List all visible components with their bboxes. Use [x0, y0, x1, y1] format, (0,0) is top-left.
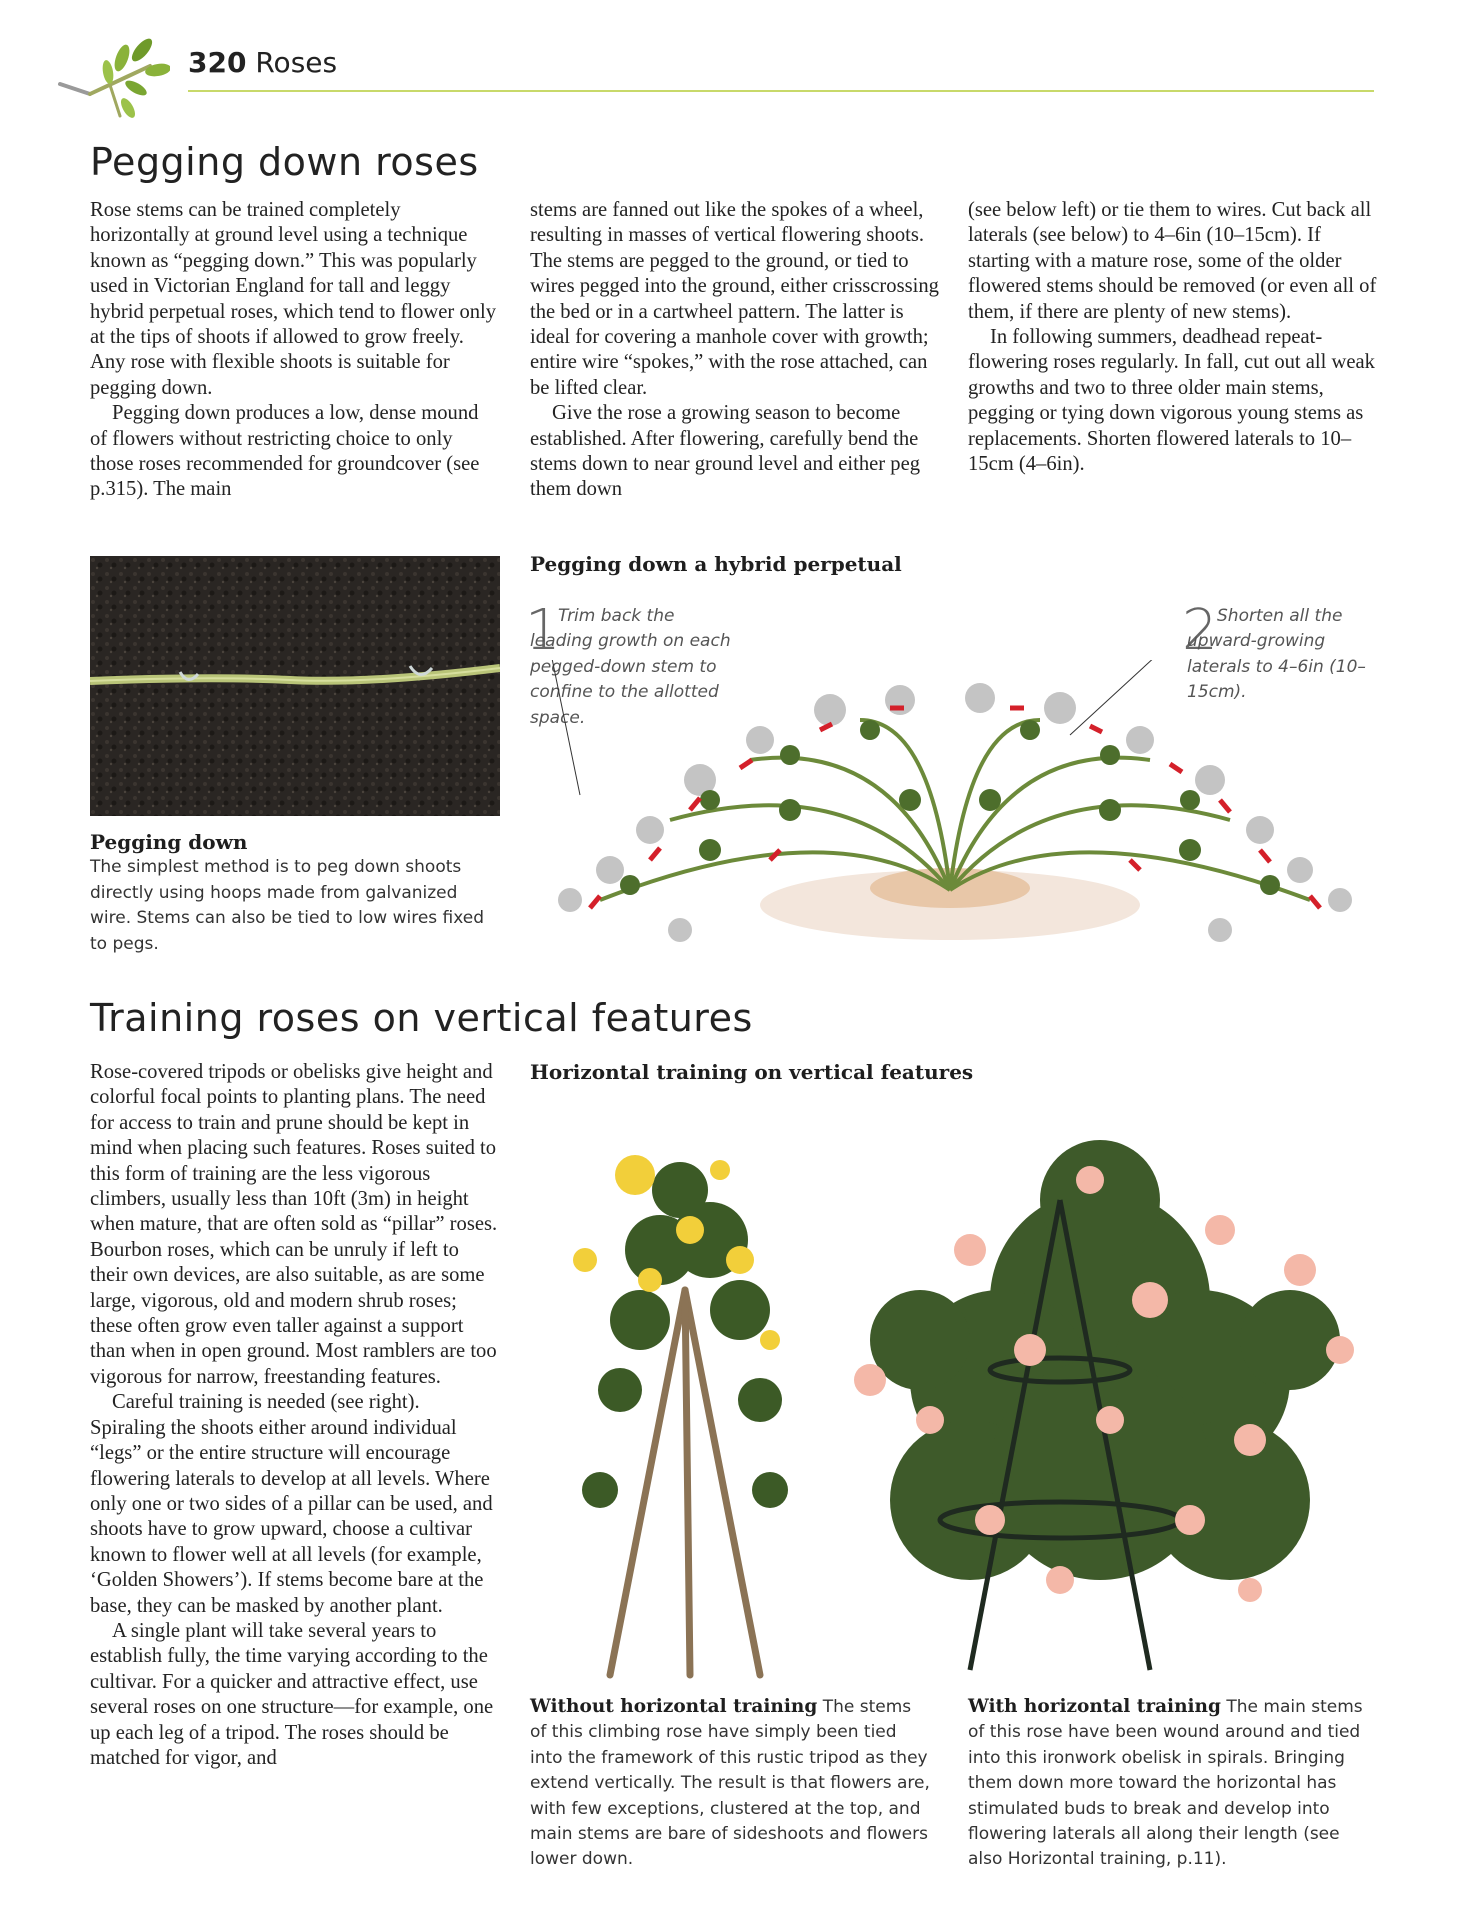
caption-text: The stems of this climbing rose have simply been tied into the framework of this rustic tripod as they extend vertically. The result is that flowers are, with few exceptions, clustered at the top, and main stems are bare of sideshoots and flowers lower down.: [530, 1697, 930, 1870]
caption-title: Without horizontal training: [530, 1696, 818, 1717]
pegging-column-1: [90, 198, 500, 503]
step-number-2: 2: [1182, 598, 1218, 663]
header-rule: [188, 90, 1374, 92]
caption-with-training: [968, 1694, 1378, 1873]
paragraph: Pegging down produces a low, dense mound of flowers without restricting choice to only those roses recommended for groundcover (see p.315). The main: [90, 402, 480, 501]
page-header: [188, 46, 337, 79]
caption-text: The main stems of this rose have been wound around and tied into this ironwork obelisk in spirals. Bringing them down more toward the horizontal has stimulated buds to break and develop into flowering laterals all along their length (see also Horizontal training, p.11).: [968, 1697, 1363, 1870]
figure-title: Horizontal training on vertical features: [530, 1060, 974, 1084]
pegging-photo-caption: [90, 830, 500, 957]
step-text-1: Trim back the leading growth on each pegged-down stem to confine to the allotted space.: [530, 606, 731, 728]
caption-without-training: [530, 1694, 930, 1873]
paragraph: (see below left) or tie them to wires. Cut back all laterals (see below) to 4–6in (10–15cm). If starting with a mature rose, some of the older flowered stems should be removed (or even all of them, if there are plenty of new stems).: [968, 199, 1377, 323]
step-text-2: Shorten all the upward-growing laterals to 4–6in (10–15cm).: [1187, 606, 1366, 703]
pegging-column-2: [530, 198, 940, 503]
training-column-1: [90, 1060, 500, 1771]
section-title-pegging: Pegging down roses: [90, 140, 479, 184]
caption-title: Pegging down: [90, 830, 248, 854]
pegging-column-3: [968, 198, 1378, 477]
pegging-photo: [90, 556, 500, 816]
caption-text: The simplest method is to peg down shoots directly using hoops made from galvanized wire. Stems can also be tied to low wires fixed to pegs.: [90, 857, 485, 954]
paragraph: stems are fanned out like the spokes of a wheel, resulting in masses of vertical flowering shoots. The stems are pegged to the ground, or tied to wires pegged into the ground, either crisscrossing the bed or in a cartwheel pattern. The latter is ideal for covering a manhole cover with growth; entire wire “spokes,” with the rose attached, can be lifted clear.: [530, 199, 939, 399]
paragraph: Rose-covered tripods or obelisks give height and colorful focal points to planting plans. The need for access to train and prune should be kept in mind when placing such features. Roses suited to this form of training are the less vigorous climbers, usually less than 10ft (3m) in height when mature, that are often sold as “pillar” roses. Bourbon roses, which can be unruly if left to their own devices, are also suitable, as are some large, vigorous, old and modern shrub roses; these often grow even taller against a support than when in open ground. Most ramblers are too vigorous for narrow, freestanding features.: [90, 1061, 498, 1388]
paragraph: Careful training is needed (see right). Spiraling the shoots either around individual “legs” or the entire structure will encourage flowering laterals to develop at all levels. Where only one or two sides of a pillar can be used, and shoots have to grow upward, choose a cultivar known to flower well at all levels (for example, ‘Golden Showers’). If stems become bare at the base, they can be masked by another plant.: [90, 1391, 493, 1617]
paragraph: A single plant will take several years to establish fully, the time varying according to the cultivar. For a quicker and attractive effect, use several roses on one structure—for example, one up each leg of a tripod. The roses should be matched for vigor, and: [90, 1619, 494, 1769]
leaf-sprig-icon: [50, 36, 170, 122]
page-number: 320: [188, 46, 247, 79]
diagram-title: Pegging down a hybrid perpetual: [530, 552, 902, 576]
section-name: Roses: [255, 46, 338, 79]
caption-title: With horizontal training: [968, 1696, 1221, 1717]
obelisk-rose-photo: [830, 1120, 1370, 1680]
section-title-training: Training roses on vertical features: [90, 996, 753, 1040]
step-number-1: 1: [525, 598, 561, 663]
paragraph: Rose stems can be trained completely horizontally at ground level using a technique known as “pegging down.” This was popularly used in Victorian England for tall and leggy hybrid perpetual roses, which tend to flower only at the tips of shoots if allowed to grow freely. Any rose with flexible shoots is suitable for pegging down.: [90, 199, 497, 399]
paragraph: In following summers, deadhead repeat-flowering roses regularly. In fall, cut out all weak growths and two to three older main stems, pegging or tying down vigorous young stems as replacements. Shorten flowered laterals to 10–15cm (4–6in).: [968, 326, 1375, 476]
pegging-diagram: [530, 660, 1370, 960]
tripod-rose-photo: [540, 1130, 830, 1680]
paragraph: Give the rose a growing season to become established. After flowering, carefully bend the stems down to near ground level and either peg them down: [530, 402, 921, 501]
